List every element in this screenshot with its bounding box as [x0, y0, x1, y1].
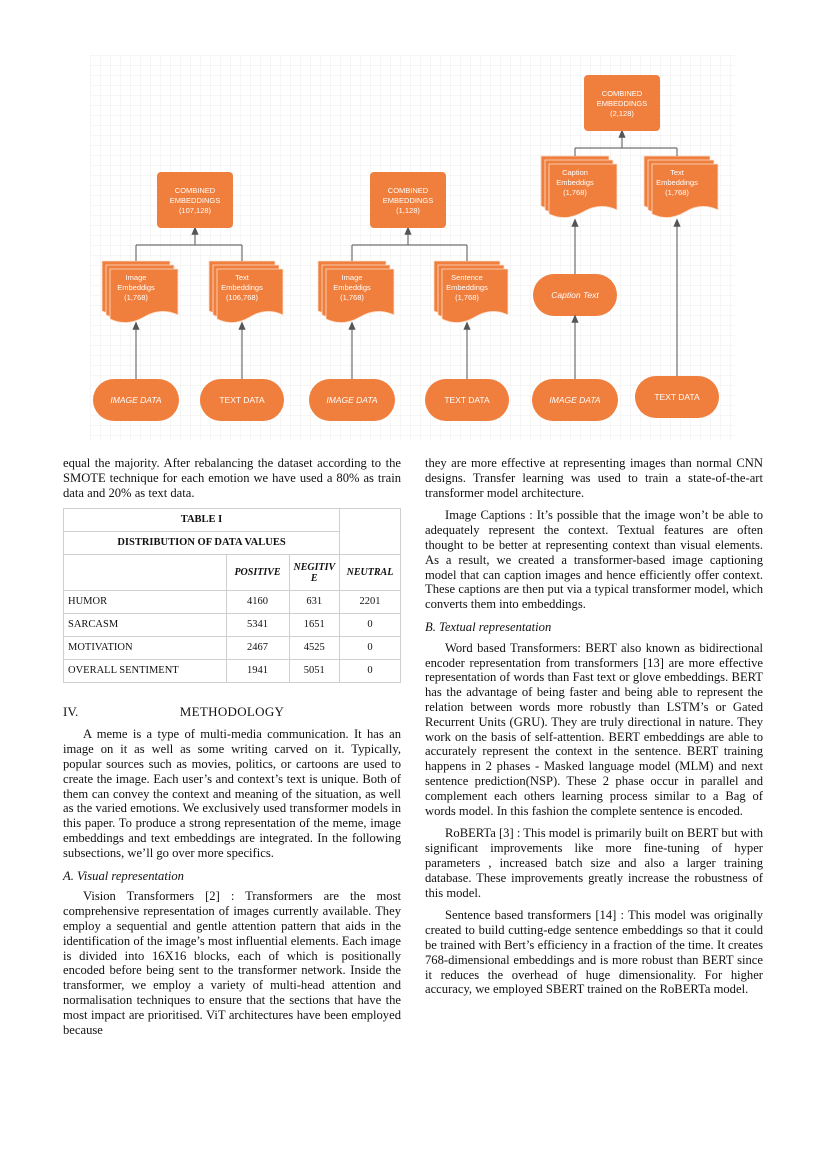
row-label: HUMOR	[64, 591, 227, 614]
table-empty-cell	[340, 509, 401, 555]
architecture-figure	[90, 55, 735, 440]
combined-embeddings-node-label: COMBINED	[174, 186, 216, 195]
roberta-paragraph: RoBERTa [3] : This model is primarily built on BERT but with significant improvements like more fine-tuning of hyper parameters , increased batch size and also a larger training database. These improvements greatly increase the robustness of this model.	[425, 826, 763, 900]
right-embedding-node-label: (1,768)	[455, 293, 479, 302]
cell-negative: 631	[289, 591, 340, 614]
table-row	[64, 614, 401, 637]
cell-positive: 5341	[226, 614, 289, 637]
right-embedding-node-label: Text	[235, 273, 249, 282]
cell-negative: 1651	[289, 614, 340, 637]
image-data-node-label: IMAGE DATA	[549, 395, 601, 405]
table-row	[64, 637, 401, 660]
right-column	[425, 456, 763, 1005]
left-embedding-node-label: Embeddigs	[117, 283, 155, 292]
word-transformers-paragraph: Word based Transformers: BERT also known as bidirectional encoder representation from transformers [13] are more effective representation of words than Fast text or glove embeddings. BERT has the advantage of being faster and being able to represent the relation between words more robustly than LSTM’s or Gated Recurrent Units (GRU). They are truly directional in nature. They work on the basis of self-attention. BERT embeddings are able to accurately represent the context in the sentence. BERT training happens in 2 phases - Masked language model (MLM) and next sentence prediction(NSP). These 2 phase occur in parallel and complement each others learning process similar to a Bag of words model. In this fashion the complete sentence is encoded.	[425, 640, 763, 818]
right-embedding-node-label: Embeddings	[656, 178, 698, 187]
cell-neutral: 0	[340, 614, 401, 637]
right-embedding-node-label: Embeddings	[446, 283, 488, 292]
left-embedding-node-label: (1,768)	[124, 293, 148, 302]
left-embedding-node-label: Caption	[562, 168, 588, 177]
right-embedding-node-label: Embeddings	[221, 283, 263, 292]
right-embedding-node-label: Text	[670, 168, 684, 177]
left-embedding-node-label: (1,768)	[340, 293, 364, 302]
row-label: MOTIVATION	[64, 637, 227, 660]
cell-positive: 4160	[226, 591, 289, 614]
cell-positive: 2467	[226, 637, 289, 660]
cell-negative: 5051	[289, 660, 340, 683]
cell-positive: 1941	[226, 660, 289, 683]
left-column	[63, 456, 401, 1045]
table-header-positive: POSITIVE	[226, 555, 289, 591]
section-heading	[63, 705, 401, 721]
table-header-negative: NEGITIV E	[289, 555, 340, 591]
cell-neutral: 0	[340, 660, 401, 683]
table-row	[64, 591, 401, 614]
table-corner-cell	[64, 555, 227, 591]
cell-negative: 4525	[289, 637, 340, 660]
combined-embeddings-node-label: COMBINED	[387, 186, 429, 195]
distribution-table	[63, 508, 401, 683]
cell-neutral: 2201	[340, 591, 401, 614]
combined-embeddings-node-label: COMBINED	[601, 89, 643, 98]
right-embedding-node-label: (106,768)	[225, 293, 259, 302]
row-label: OVERALL SENTIMENT	[64, 660, 227, 683]
table-row	[64, 660, 401, 683]
left-embedding-node-label: Image	[125, 273, 147, 282]
subsection-a-heading: A. Visual representation	[63, 868, 184, 883]
combined-embeddings-node-label: EMBEDDINGS	[382, 196, 434, 205]
left-embedding-node-label: Image	[341, 273, 363, 282]
combined-embeddings-node-label: EMBEDDINGS	[169, 196, 221, 205]
text-data-node-label: TEXT DATA	[444, 395, 490, 405]
image-captions-paragraph: Image Captions : It’s possible that the image won’t be able to adequately represent the context. Textual features are often thought to be better at representing context than visual elements. As a result, we created a transformer-based image captioning model that can caption images and hence efficiently offer context. These captions are then put via a typical transformer model, which converts them into embeddings.	[425, 508, 763, 612]
right-intro-paragraph: they are more effective at representing images than normal CNN designs. Transfer learning was used to train a state-of-the-art transformer model architecture.	[425, 456, 763, 500]
section-number: IV.	[63, 704, 79, 720]
subsection-b-heading: B. Textual representation	[425, 619, 552, 634]
left-intro-paragraph: equal the majority. After rebalancing the dataset according to the SMOTE technique for each emotion we have used a 80% as train data and 20% as text data.	[63, 456, 401, 500]
combined-embeddings-node-label: (1,128)	[396, 206, 420, 215]
text-data-node-label: TEXT DATA	[654, 392, 700, 402]
row-label: SARCASM	[64, 614, 227, 637]
methodology-paragraph: A meme is a type of multi-media communication. It has an image on it as well as some writing carved on it. Typically, popular sources such as movies, politics, or cartoons are used to create the image. Each user’s and context’s text is unique. Both of them can convey the context and meaning of the situation, as well as the varied emotions. We exclusively used transformer models in this paper. To produce a strong representation of the meme, image embeddings and text embeddings are integrated. In the following subsections, we’ll go over more specifics.	[63, 727, 401, 860]
caption-text-node-label: Caption Text	[551, 290, 599, 300]
table-header-neutral: NEUTRAL	[340, 555, 401, 591]
table-title: TABLE I	[64, 509, 340, 532]
architecture-diagram	[90, 55, 735, 440]
left-embedding-node-label: Embeddigs	[333, 283, 371, 292]
text-data-node-label: TEXT DATA	[219, 395, 265, 405]
combined-embeddings-node-label: (107,128)	[178, 206, 212, 215]
sentence-transformers-paragraph: Sentence based transformers [14] : This model was originally created to build cutting-edge sentence embeddings so that it could be trained with Bert’s efficiency in a fraction of the time. It creates 768-dimensional embeddings and is more robust than BERT since it reduces the overhead of huge dimensionality. For higher accuracy, we employed SBERT trained on the RoBERTa model.	[425, 908, 763, 997]
cell-neutral: 0	[340, 637, 401, 660]
section-title: METHODOLOGY	[179, 704, 285, 720]
left-embedding-node-label: (1,768)	[563, 188, 587, 197]
combined-embeddings-node-label: (2,128)	[610, 109, 634, 118]
visual-paragraph: Vision Transformers [2] : Transformers are the most comprehensive representation of images currently available. They employ a sequential and gentle attention pattern that aids in the identification of the image’s most influential elements. Each image is divided into 16X16 blocks, each of which is positionally encoded before being sent to the transformer network. Inside the transformer, we employ a variety of multi-head attention and normalisation techniques to ensure that the sections that have the most impact are prioritised. ViT architectures have been employed because	[63, 889, 401, 1037]
right-embedding-node-label: (1,768)	[665, 188, 689, 197]
image-data-node-label: IMAGE DATA	[110, 395, 162, 405]
right-embedding-node-label: Sentence	[451, 273, 483, 282]
left-embedding-node-label: Embeddigs	[556, 178, 594, 187]
combined-embeddings-node-label: EMBEDDINGS	[596, 99, 648, 108]
image-data-node-label: IMAGE DATA	[326, 395, 378, 405]
table-subtitle: DISTRIBUTION OF DATA VALUES	[64, 532, 340, 555]
